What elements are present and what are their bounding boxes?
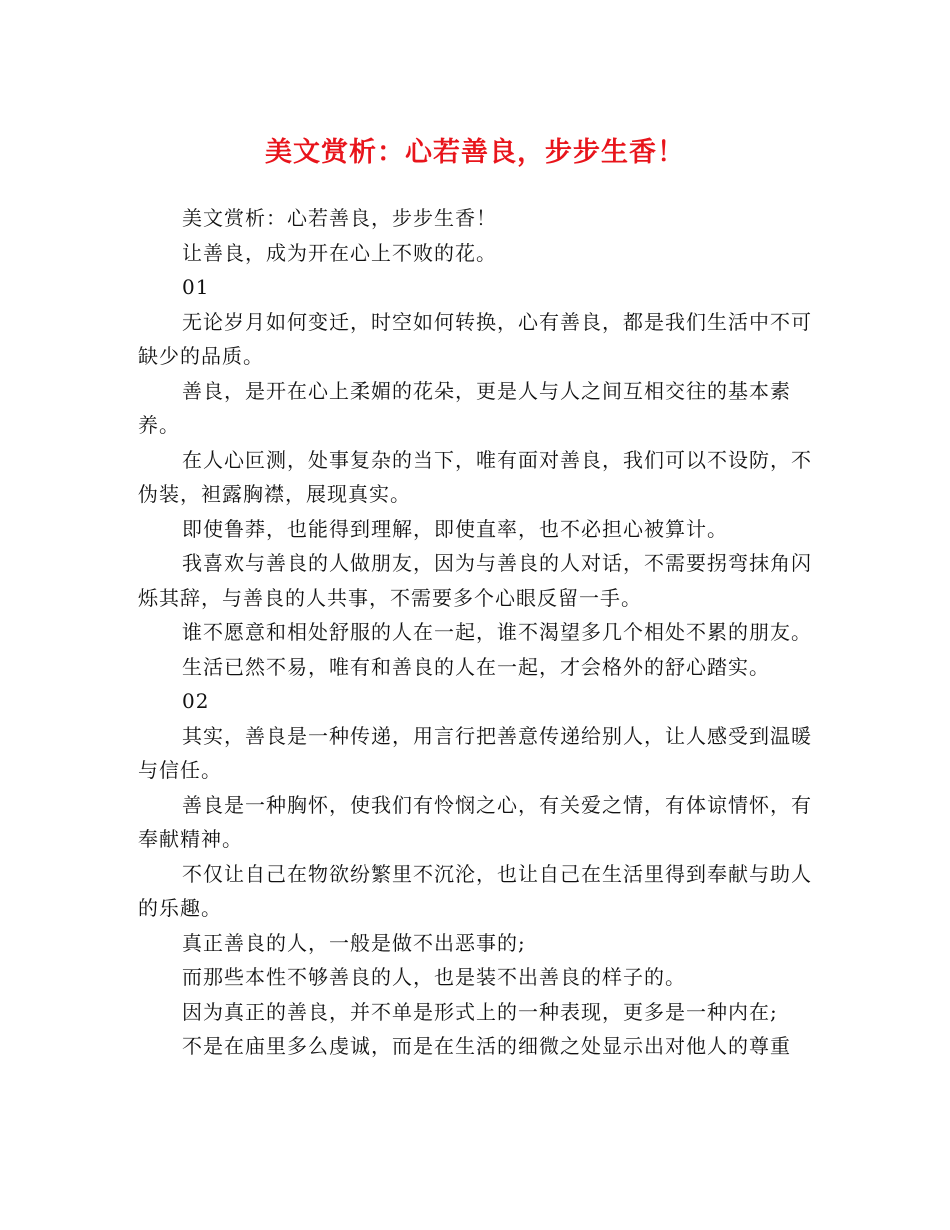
section-number: 02	[182, 689, 210, 713]
section-number: 01	[182, 275, 210, 299]
paragraph: 不仅让自己在物欲纷繁里不沉沦，也让自己在生活里得到奉献与助人的乐趣。	[138, 861, 812, 920]
document-title: 美文赏析：心若善良，步步生香！	[265, 137, 685, 168]
document-body	[138, 201, 818, 1064]
paragraph: 谁不愿意和相处舒服的人在一起，谁不渴望多几个相处不累的朋友。	[182, 620, 812, 644]
paragraph: 因为真正的善良，并不单是形式上的一种表现，更多是一种内在;	[182, 999, 778, 1024]
paragraph: 善良，是开在心上柔媚的花朵，更是人与人之间互相交往的基本素养。	[138, 378, 791, 437]
paragraph: 即使鲁莽，也能得到理解，即使直率，也不必担心被算计。	[182, 516, 728, 541]
paragraph: 善良是一种胸怀，使我们有怜悯之心，有关爱之情，有体谅情怀，有奉献精神。	[138, 792, 812, 851]
paragraph: 而那些本性不够善良的人，也是装不出善良的样子的。	[182, 965, 686, 989]
paragraph: 让善良，成为开在心上不败的花。	[182, 240, 497, 265]
paragraph: 生活已然不易，唯有和善良的人在一起，才会格外的舒心踏实。	[182, 654, 770, 679]
paragraph: 美文赏析：心若善良，步步生香！	[182, 206, 497, 230]
paragraph: 在人心叵测，处事复杂的当下，唯有面对善良，我们可以不设防，不伪装，袒露胸襟，展现真实。	[138, 447, 812, 506]
paragraph: 我喜欢与善良的人做朋友，因为与善良的人对话，不需要拐弯抹角闪烁其辞，与善良的人共事，不需要多个心眼反留一手。	[138, 551, 812, 610]
paragraph: 不是在庙里多么虔诚，而是在生活的细微之处显示出对他人的尊重	[182, 1034, 791, 1058]
paragraph: 无论岁月如何变迁，时空如何转换，心有善良，都是我们生活中不可缺少的品质。	[138, 309, 812, 368]
paragraph: 其实，善良是一种传递，用言行把善意传递给别人，让人感受到温暖与信任。	[138, 723, 812, 782]
paragraph: 真正善良的人，一般是做不出恶事的;	[182, 930, 526, 955]
